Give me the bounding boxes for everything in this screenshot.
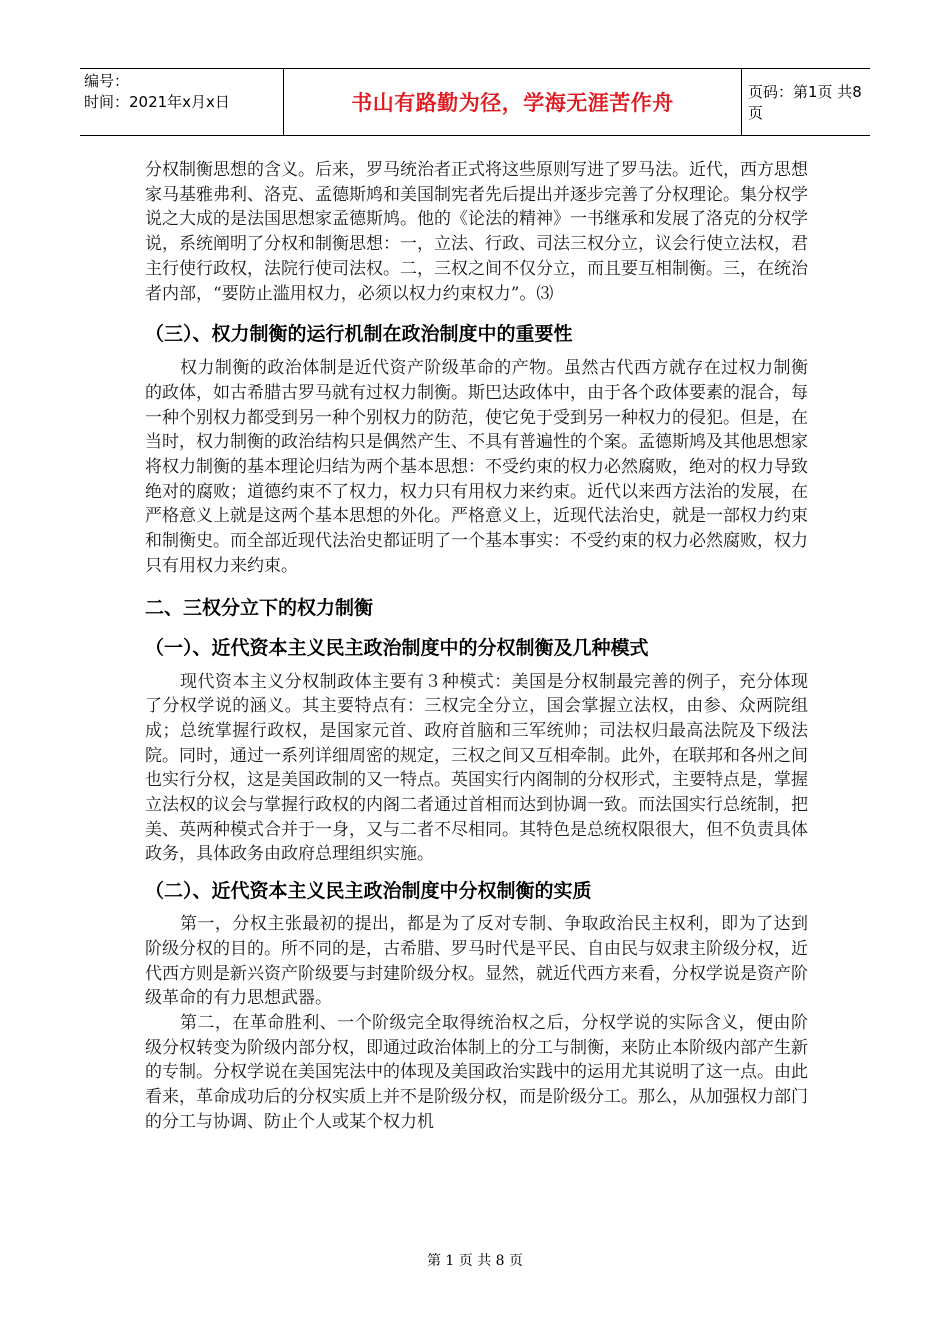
paragraph-models: 现代资本主义分权制政体主要有３种模式：美国是分权制最完善的例子，充分体现了分权学说的涵义。其主要特点有：三权完全分立，国会掌握立法权，由参、众两院组成；总统掌握行政权，是国家元首、政府首脑和三军统帅；司法权归最高法院及下级法院。同时，通过一系列详细周密的规定，三权之间又互相牵制。此外，在联邦和各州之间也实行分权，这是美国政制的又一特点。英国实行内阁制的分权形式，主要特点是，掌握立法权的议会与掌握行政权的内阁二者通过首相而达到协调一致。而法国实行总统制，把美、英两种模式合并于一身，又与二者不尽相同。其特色是总统权限很大，但不负责具体政务，具体政务由政府总理组织实施。 [145,671,808,865]
document-date-label: 时间：2021年x月x日 [84,93,230,111]
page-footer: 第 1 页 共 8 页 [426,1253,524,1269]
paragraph-checks-balances: 权力制衡的政治体制是近代资产阶级革命的产物。虽然古代西方就存在过权力制衡的政体，如古希腊古罗马就有过权力制衡。斯巴达政体中，由于各个政体要素的混合，每一种个别权力都受到另一种个别权力的防范，使它免于受到另一种权力的侵犯。但是，在当时，权力制衡的政治结构只是偶然产生、不具有普遍性的个案。孟德斯鸠及其他思想家将权力制衡的基本理论归结为两个基本思想：不受约束的权力必然腐败，绝对的权力导致绝对的腐败；道德约束不了权力，权力只有用权力来约束。近代以来西方法治的发展，在严格意义上就是这两个基本思想的外化。严格意义上，近现代法治史，就是一部权力约束和制衡史。而全部近现代法治史都证明了一个基本事实：不受约束的权力必然腐败，权力只有用权力来约束。 [145,358,808,576]
section-heading-2-2: （二）、近代资本主义民主政治制度中分权制衡的实质 [145,880,592,903]
header-meta [80,69,284,135]
page-header [80,68,870,136]
header-motto: 书山有路勤为径，学海无涯苦作舟 [284,69,742,135]
chapter-heading-2: 二、三权分立下的权力制衡 [145,596,374,619]
paragraph-second-point: 第二，在革命胜利、一个阶级完全取得统治权之后，分权学说的实际含义，便由阶级分权转变为阶级内部分权，即通过政治体制上的分工与制衡，来防止本阶级内部产生新的专制。分权学说在美国宪法中的体现及美国政治实践中的运用尤其说明了这一点。由此看来，革命成功后的分权实质上并不是阶级分权，而是阶级分工。那么，从加强权力部门的分工与协调、防止个人或某个权力机 [145,1012,808,1132]
header-page-label: 页码：第1页 共8页 [748,83,862,122]
paragraph-continuation: 分权制衡思想的含义。后来，罗马统治者正式将这些原则写进了罗马法。近代，西方思想家马基雅弗利、洛克、孟德斯鸠和美国制宪者先后提出并逐步完善了分权理论。集分权学说之大成的是法国思想家孟德斯鸠。他的《论法的精神》一书继承和发展了洛克的分权学说，系统阐明了分权和制衡思想：一，立法、行政、司法三权分立，议会行使立法权，君主行使行政权，法院行使司法权。二，三权之间不仅分立，而且要互相制衡。三，在统治者内部，“要防止滥用权力，必须以权力约束权力”。⑶ [145,160,808,304]
document-body [145,158,808,1135]
document-number-label: 编号： [84,72,130,90]
section-heading-2-1: （一）、近代资本主义民主政治制度中的分权制衡及几种模式 [145,636,649,659]
paragraph-first-point: 第一，分权主张最初的提出，都是为了反对专制、争取政治民主权利，即为了达到阶级分权的目的。所不同的是，古希腊、罗马时代是平民、自由民与奴隶主阶级分权，近代西方则是新兴资产阶级要与封建阶级分权。显然，就近代西方来看，分权学说是资产阶级革命的有力思想武器。 [145,914,808,1009]
section-heading-3: （三）、权力制衡的运行机制在政治制度中的重要性 [145,323,573,346]
